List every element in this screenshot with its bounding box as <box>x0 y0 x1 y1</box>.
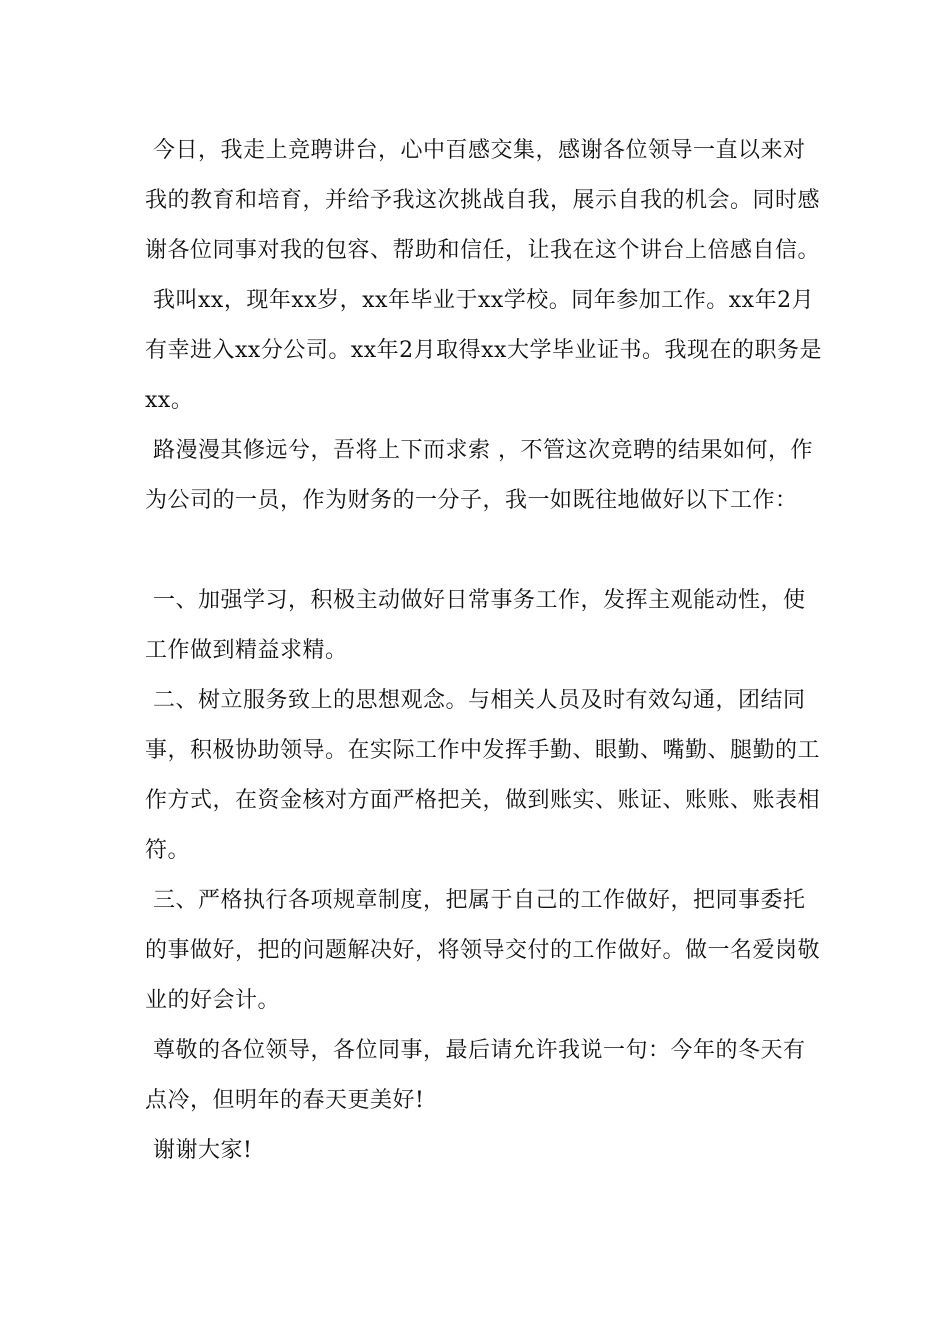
paragraph-opening: 今日，我走上竞聘讲台，心中百感交集，感谢各位领导一直以来对我的教育和培育，并给予我这次挑战自我，展示自我的机会。同时感谢各位同事对我的包容、帮助和信任，让我在这个讲台上倍感自信。 <box>145 138 821 263</box>
paragraph-point-two: 二、树立服务致上的思想观念。与相关人员及时有效勾通，团结同事，积极协助领导。在实际工作中发挥手勤、眼勤、嘴勤、腿勤的工作方式，在资金核对方面严格把关，做到账实、账证、账账、账表相符。 <box>145 688 821 863</box>
paragraph-thanks: 谢谢大家! <box>153 1138 253 1163</box>
paragraph-self-introduction: 我叫xx，现年xx岁，xx年毕业于xx学校。同年参加工作。xx年2月有幸进入xx分公司。xx年2月取得xx大学毕业证书。我现在的职务是xx。 <box>145 288 822 413</box>
paragraph-point-three: 三、严格执行各项规章制度，把属于自己的工作做好，把同事委托的事做好，把的问题解决好，将领导交付的工作做好。做一名爱岗敬业的好会计。 <box>145 888 821 1013</box>
document-body <box>145 126 825 1176</box>
paragraph-point-one: 一、加强学习，积极主动做好日常事务工作，发挥主观能动性，使工作做到精益求精。 <box>145 588 806 663</box>
paragraph-commitment: 路漫漫其修远兮，吾将上下而求索 ，不管这次竞聘的结果如何，作为公司的一员，作为财务的一分子，我一如既往地做好以下工作： <box>145 438 813 513</box>
blank-line <box>145 526 825 576</box>
paragraph-closing: 尊敬的各位领导，各位同事，最后请允许我说一句：今年的冬天有点冷，但明年的春天更美好! <box>145 1038 806 1113</box>
